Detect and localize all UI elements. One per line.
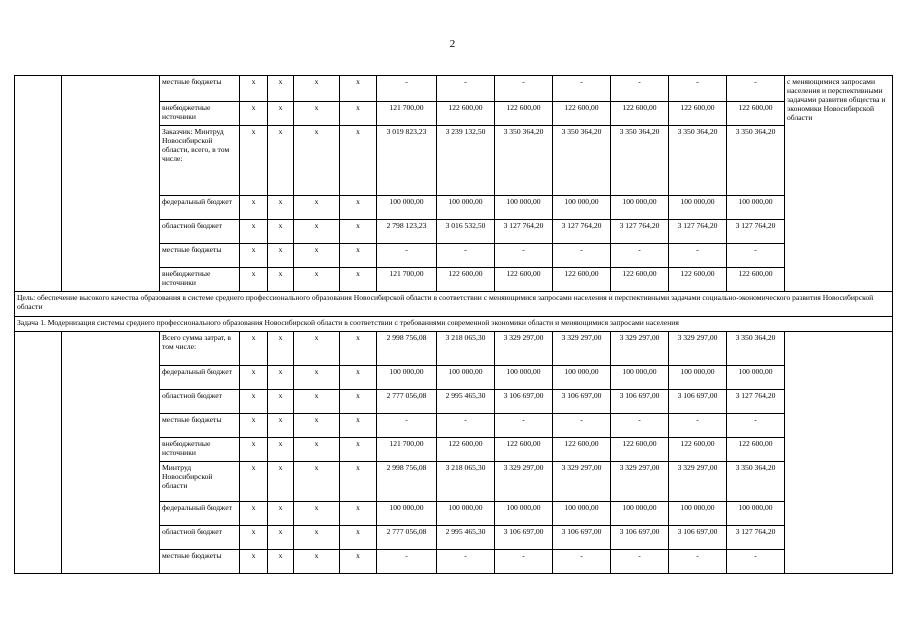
x-mark-cell: x <box>294 526 340 550</box>
row-label: местные бюджеты <box>160 550 240 574</box>
amount-cell: 3 106 697,00 <box>611 390 669 414</box>
amount-cell: 121 700,00 <box>377 438 437 462</box>
amount-cell: - <box>669 244 727 268</box>
amount-cell: 3 106 697,00 <box>669 390 727 414</box>
amount-cell: 3 127 764,20 <box>495 220 553 244</box>
x-mark-cell: x <box>294 76 340 102</box>
x-mark-cell: x <box>240 220 268 244</box>
amount-cell: 122 600,00 <box>495 438 553 462</box>
amount-cell: - <box>437 244 495 268</box>
amount-cell: 3 329 297,00 <box>553 332 611 366</box>
x-mark-cell: x <box>268 220 294 244</box>
amount-cell: 122 600,00 <box>553 102 611 126</box>
row-label: федеральный бюджет <box>160 196 240 220</box>
amount-cell: 100 000,00 <box>669 502 727 526</box>
empty-cell-a <box>15 332 62 574</box>
x-mark-cell: x <box>268 244 294 268</box>
amount-cell: 2 998 756,08 <box>377 462 437 502</box>
x-mark-cell: x <box>294 196 340 220</box>
amount-cell: 3 350 364,20 <box>727 462 785 502</box>
amount-cell: 3 127 764,20 <box>727 390 785 414</box>
amount-cell: 100 000,00 <box>437 196 495 220</box>
x-mark-cell: x <box>294 462 340 502</box>
amount-cell: 122 600,00 <box>495 268 553 292</box>
x-mark-cell: x <box>268 102 294 126</box>
x-mark-cell: x <box>268 268 294 292</box>
amount-cell: 2 777 056,08 <box>377 526 437 550</box>
amount-cell: 3 350 364,20 <box>727 126 785 196</box>
amount-cell: 100 000,00 <box>669 196 727 220</box>
amount-cell: 3 329 297,00 <box>669 462 727 502</box>
amount-cell: 3 106 697,00 <box>669 526 727 550</box>
task-row <box>15 317 893 332</box>
x-mark-cell: x <box>340 196 377 220</box>
amount-cell: - <box>669 550 727 574</box>
x-mark-cell: x <box>268 366 294 390</box>
x-mark-cell: x <box>240 76 268 102</box>
amount-cell: 100 000,00 <box>377 366 437 390</box>
amount-cell: 121 700,00 <box>377 268 437 292</box>
amount-cell: 3 350 364,20 <box>495 126 553 196</box>
x-mark-cell: x <box>240 438 268 462</box>
amount-cell: 2 777 056,08 <box>377 390 437 414</box>
amount-cell: - <box>377 414 437 438</box>
amount-cell: - <box>727 414 785 438</box>
amount-cell: 100 000,00 <box>553 196 611 220</box>
amount-cell: 122 600,00 <box>669 438 727 462</box>
x-mark-cell: x <box>240 414 268 438</box>
x-mark-cell: x <box>294 502 340 526</box>
empty-cell-b <box>62 332 160 574</box>
x-mark-cell: x <box>294 102 340 126</box>
x-mark-cell: x <box>268 332 294 366</box>
amount-cell: - <box>727 550 785 574</box>
amount-cell: 122 600,00 <box>727 268 785 292</box>
amount-cell: 3 350 364,20 <box>553 126 611 196</box>
amount-cell: - <box>553 244 611 268</box>
amount-cell: - <box>553 414 611 438</box>
row-label: федеральный бюджет <box>160 366 240 390</box>
x-mark-cell: x <box>268 438 294 462</box>
amount-cell: 122 600,00 <box>437 438 495 462</box>
amount-cell: - <box>495 550 553 574</box>
amount-cell: 3 106 697,00 <box>553 526 611 550</box>
amount-cell: - <box>669 76 727 102</box>
amount-cell: 3 106 697,00 <box>553 390 611 414</box>
x-mark-cell: x <box>268 502 294 526</box>
amount-cell: 122 600,00 <box>611 102 669 126</box>
amount-cell: 122 600,00 <box>495 102 553 126</box>
row-label: Всего сумма затрат, в том числе: <box>160 332 240 366</box>
x-mark-cell: x <box>340 462 377 502</box>
amount-cell: 121 700,00 <box>377 102 437 126</box>
amount-cell: - <box>611 550 669 574</box>
x-mark-cell: x <box>268 462 294 502</box>
amount-cell: - <box>377 550 437 574</box>
amount-cell: - <box>437 76 495 102</box>
x-mark-cell: x <box>340 438 377 462</box>
row-label: местные бюджеты <box>160 244 240 268</box>
x-mark-cell: x <box>294 414 340 438</box>
amount-cell: 3 218 065,30 <box>437 332 495 366</box>
x-mark-cell: x <box>294 126 340 196</box>
x-mark-cell: x <box>294 268 340 292</box>
amount-cell: 3 127 764,20 <box>669 220 727 244</box>
x-mark-cell: x <box>240 102 268 126</box>
x-mark-cell: x <box>240 268 268 292</box>
row-label: федеральный бюджет <box>160 502 240 526</box>
amount-cell: 100 000,00 <box>669 366 727 390</box>
row-label: Заказчик: Минтруд Новосибирской области, всего, в том числе: <box>160 126 240 196</box>
amount-cell: 3 106 697,00 <box>495 390 553 414</box>
amount-cell: 3 239 132,50 <box>437 126 495 196</box>
amount-cell: 100 000,00 <box>377 196 437 220</box>
x-mark-cell: x <box>268 76 294 102</box>
amount-cell: 3 350 364,20 <box>727 332 785 366</box>
row-label: местные бюджеты <box>160 414 240 438</box>
empty-cell-a <box>15 76 62 292</box>
amount-cell: - <box>669 414 727 438</box>
goal-row <box>15 292 893 317</box>
amount-cell: 122 600,00 <box>611 438 669 462</box>
amount-cell: 100 000,00 <box>437 502 495 526</box>
amount-cell: 2 995 465,30 <box>437 390 495 414</box>
amount-cell: 3 329 297,00 <box>669 332 727 366</box>
amount-cell: - <box>611 414 669 438</box>
x-mark-cell: x <box>294 390 340 414</box>
table-row <box>15 76 893 102</box>
amount-cell: 100 000,00 <box>553 366 611 390</box>
amount-cell: 3 127 764,20 <box>553 220 611 244</box>
row-label: внебюджетные источники <box>160 438 240 462</box>
x-mark-cell: x <box>268 196 294 220</box>
amount-cell: 122 600,00 <box>727 102 785 126</box>
x-mark-cell: x <box>268 414 294 438</box>
task-text: Задача 1. Модернизация системы среднего профессионального образования Новосибирской области в соответствии с требованиями современной экономики области и меняющимися запросами населения <box>15 317 893 332</box>
x-mark-cell: x <box>294 332 340 366</box>
x-mark-cell: x <box>268 550 294 574</box>
amount-cell: 122 600,00 <box>611 268 669 292</box>
amount-cell: 100 000,00 <box>495 366 553 390</box>
amount-cell: - <box>553 550 611 574</box>
table-block-1 <box>15 76 893 292</box>
x-mark-cell: x <box>340 244 377 268</box>
amount-cell: - <box>611 76 669 102</box>
amount-cell: 122 600,00 <box>669 102 727 126</box>
amount-cell: 3 127 764,20 <box>611 220 669 244</box>
amount-cell: 122 600,00 <box>727 438 785 462</box>
amount-cell: 3 329 297,00 <box>495 332 553 366</box>
x-mark-cell: x <box>240 366 268 390</box>
x-mark-cell: x <box>340 102 377 126</box>
x-mark-cell: x <box>294 244 340 268</box>
x-mark-cell: x <box>240 502 268 526</box>
amount-cell: 122 600,00 <box>553 268 611 292</box>
amount-cell: - <box>437 414 495 438</box>
x-mark-cell: x <box>294 550 340 574</box>
x-mark-cell: x <box>340 76 377 102</box>
amount-cell: 100 000,00 <box>377 502 437 526</box>
x-mark-cell: x <box>340 126 377 196</box>
amount-cell: 100 000,00 <box>727 196 785 220</box>
result-note: с меняющимися запросами населения и перспективными задачами развития общества и экономики Новосибирской области <box>785 76 893 292</box>
amount-cell: 3 016 532,50 <box>437 220 495 244</box>
amount-cell: - <box>495 244 553 268</box>
x-mark-cell: x <box>268 390 294 414</box>
x-mark-cell: x <box>340 366 377 390</box>
x-mark-cell: x <box>268 526 294 550</box>
amount-cell: 3 127 764,20 <box>727 220 785 244</box>
amount-cell: 100 000,00 <box>611 366 669 390</box>
amount-cell: 3 350 364,20 <box>611 126 669 196</box>
x-mark-cell: x <box>340 390 377 414</box>
amount-cell: 2 798 123,23 <box>377 220 437 244</box>
amount-cell: 3 350 364,20 <box>669 126 727 196</box>
amount-cell: 100 000,00 <box>553 502 611 526</box>
amount-cell: 122 600,00 <box>669 268 727 292</box>
x-mark-cell: x <box>340 220 377 244</box>
amount-cell: 100 000,00 <box>611 502 669 526</box>
x-mark-cell: x <box>340 550 377 574</box>
x-mark-cell: x <box>340 502 377 526</box>
amount-cell: - <box>611 244 669 268</box>
amount-cell: 3 106 697,00 <box>495 526 553 550</box>
row-label: Минтруд Новосибирской области <box>160 462 240 502</box>
amount-cell: 3 329 297,00 <box>553 462 611 502</box>
x-mark-cell: x <box>294 220 340 244</box>
x-mark-cell: x <box>240 332 268 366</box>
amount-cell: 3 329 297,00 <box>611 462 669 502</box>
amount-cell: 3 127 764,20 <box>727 526 785 550</box>
row-label: местные бюджеты <box>160 76 240 102</box>
row-label: областной бюджет <box>160 390 240 414</box>
x-mark-cell: x <box>340 526 377 550</box>
amount-cell: 3 019 823,23 <box>377 126 437 196</box>
amount-cell: - <box>495 76 553 102</box>
empty-cell-c <box>785 332 893 574</box>
empty-cell-b <box>62 76 160 292</box>
amount-cell: 100 000,00 <box>611 196 669 220</box>
x-mark-cell: x <box>240 390 268 414</box>
x-mark-cell: x <box>340 268 377 292</box>
x-mark-cell: x <box>294 438 340 462</box>
goal-text: Цель: обеспечение высокого качества образования в системе среднего профессионального образования Новосибирской области в соответствии с меняющимися запросами населения и перспективными задачами социально-экономического развития Новосибирской области <box>15 292 893 317</box>
amount-cell: - <box>553 76 611 102</box>
amount-cell: - <box>495 414 553 438</box>
amount-cell: - <box>727 76 785 102</box>
x-mark-cell: x <box>240 196 268 220</box>
amount-cell: - <box>377 76 437 102</box>
amount-cell: 3 218 065,30 <box>437 462 495 502</box>
x-mark-cell: x <box>340 332 377 366</box>
row-label: внебюджетные источники <box>160 102 240 126</box>
x-mark-cell: x <box>240 244 268 268</box>
x-mark-cell: x <box>240 526 268 550</box>
amount-cell: 100 000,00 <box>727 366 785 390</box>
table-block-2 <box>15 332 893 574</box>
amount-cell: - <box>437 550 495 574</box>
x-mark-cell: x <box>240 126 268 196</box>
budget-table <box>14 75 893 574</box>
amount-cell: 2 998 756,08 <box>377 332 437 366</box>
table-row <box>15 332 893 366</box>
x-mark-cell: x <box>240 462 268 502</box>
amount-cell: 122 600,00 <box>553 438 611 462</box>
amount-cell: 122 600,00 <box>437 102 495 126</box>
amount-cell: 100 000,00 <box>727 502 785 526</box>
amount-cell: 122 600,00 <box>437 268 495 292</box>
amount-cell: 3 329 297,00 <box>611 332 669 366</box>
amount-cell: 3 106 697,00 <box>611 526 669 550</box>
row-label: областной бюджет <box>160 526 240 550</box>
amount-cell: 100 000,00 <box>495 196 553 220</box>
x-mark-cell: x <box>294 366 340 390</box>
amount-cell: - <box>727 244 785 268</box>
x-mark-cell: x <box>340 414 377 438</box>
amount-cell: - <box>377 244 437 268</box>
x-mark-cell: x <box>240 550 268 574</box>
page-number: 2 <box>449 38 456 50</box>
amount-cell: 100 000,00 <box>437 366 495 390</box>
row-label: внебюджетные источники <box>160 268 240 292</box>
x-mark-cell: x <box>268 126 294 196</box>
amount-cell: 3 329 297,00 <box>495 462 553 502</box>
row-label: областной бюджет <box>160 220 240 244</box>
amount-cell: 2 995 465,30 <box>437 526 495 550</box>
amount-cell: 100 000,00 <box>495 502 553 526</box>
